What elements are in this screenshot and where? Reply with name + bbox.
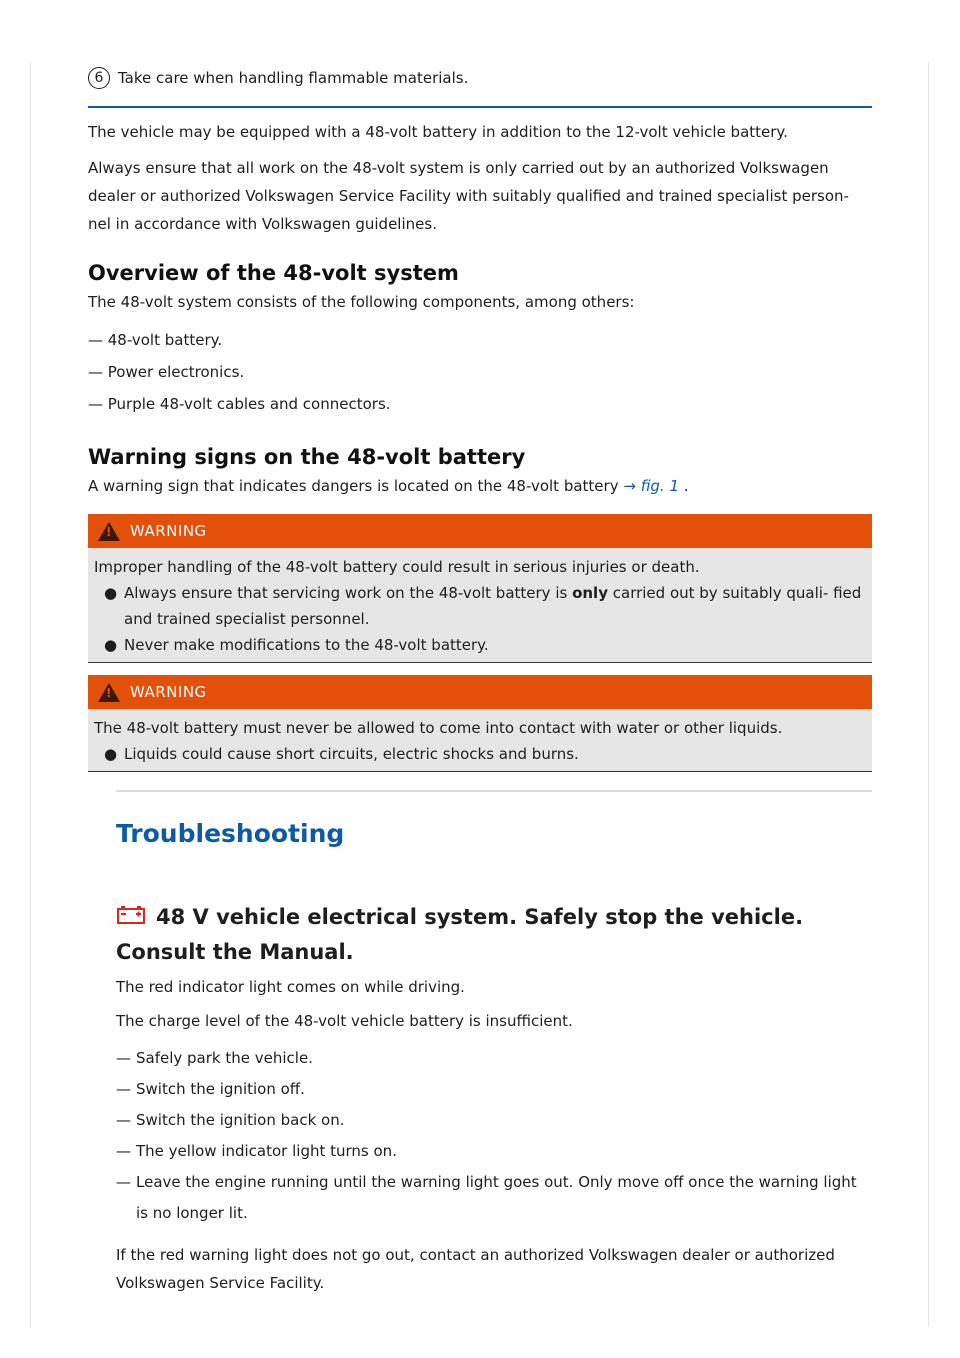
- warning-signs-lead: [88, 472, 872, 500]
- bullet-text-part: Always ensure that servicing work on the 48-volt battery is: [124, 584, 573, 602]
- troubleshooting-title: Troubleshooting: [116, 819, 345, 848]
- warning-header: [88, 514, 872, 548]
- dash-marker: —: [116, 1173, 131, 1191]
- note-number: 6: [88, 67, 110, 89]
- dash-marker: —: [116, 1049, 131, 1067]
- warning-text: The 48-volt battery must never be allowed to come into contact with water or other liquids.: [94, 719, 783, 737]
- section-divider: [116, 790, 872, 792]
- battery-icon: [116, 901, 146, 935]
- bullet-text: Liquids could cause short circuits, electric shocks and burns.: [124, 745, 579, 763]
- step-text: Switch the ignition back on.: [136, 1111, 345, 1129]
- list-item: [116, 1105, 872, 1136]
- page-content: [88, 62, 872, 1297]
- bullet-icon: ●: [104, 745, 118, 763]
- list-item: — Purple 48-volt cables and connectors.: [88, 395, 391, 413]
- dash-marker: —: [116, 1142, 131, 1160]
- battery-warning-heading: [116, 900, 872, 969]
- warning-box-2: [88, 675, 872, 772]
- list-item: [116, 1043, 872, 1074]
- warning-bullet: [94, 632, 866, 658]
- dash-marker: —: [116, 1111, 131, 1129]
- step-text: Leave the engine running until the warning light goes out. Only move off once the warning light is no longer lit.: [136, 1173, 857, 1222]
- indicator-paragraph: The red indicator light comes on while driving.: [116, 978, 465, 996]
- bullet-text-emphasis: only: [572, 584, 608, 602]
- warning-signs-text: A warning sign that indicates dangers is located on the 48-volt battery: [88, 477, 619, 495]
- overview-lead: The 48-volt system consists of the following components, among others:: [88, 293, 635, 311]
- bullet-icon: ●: [104, 584, 118, 602]
- bullet-text: Never make modifications to the 48-volt battery.: [124, 636, 489, 654]
- overview-heading: Overview of the 48-volt system: [88, 261, 459, 285]
- warning-header: [88, 675, 872, 709]
- warning-bullet: [94, 741, 866, 767]
- bullet-icon: ●: [104, 636, 118, 654]
- bullet-text: [124, 580, 866, 632]
- warning-box-1: [88, 514, 872, 663]
- page-margin-rule-left: [30, 62, 31, 1327]
- warning-bullet: [94, 580, 866, 632]
- warning-body: [88, 709, 872, 771]
- step-text: Switch the ignition off.: [136, 1080, 305, 1098]
- final-paragraph: If the red warning light does not go out, contact an authorized Volkswagen dealer or authorized Volkswagen Service Facility.: [116, 1246, 835, 1292]
- warning-signs-tail: .: [683, 477, 689, 495]
- list-item: [116, 1136, 872, 1167]
- warning-triangle-icon: [98, 683, 120, 702]
- troubleshooting-body: [116, 973, 872, 1297]
- charge-paragraph: The charge level of the 48-volt vehicle battery is insufficient.: [116, 1012, 573, 1030]
- steps-list: [116, 1043, 872, 1229]
- component-list: [88, 324, 872, 420]
- list-item: [116, 1074, 872, 1105]
- page-margin-rule-right: [928, 62, 929, 1327]
- note-item: [88, 62, 872, 94]
- list-item: — Power electronics.: [88, 363, 245, 381]
- warning-label: WARNING: [130, 683, 207, 701]
- warning-label: WARNING: [130, 522, 207, 540]
- battery-warning-heading-text: 48 V vehicle electrical system. Safely stop the vehicle. Consult the Manual.: [116, 905, 804, 964]
- warning-signs-heading: Warning signs on the 48-volt battery: [88, 445, 526, 469]
- note-text: Take care when handling flammable materials.: [118, 69, 469, 87]
- bullet-text-part: carried out by suitably quali- fied and trained specialist personnel.: [124, 584, 862, 628]
- warning-body: [88, 548, 872, 662]
- intro-paragraph-2: Always ensure that all work on the 48-volt system is only carried out by an authorized Volkswagen dealer or authorized Volkswagen Service Facility with suitably qualified and trained specialist person- nel in accordance with Volkswagen guidelines.: [88, 159, 849, 233]
- figure-reference-link[interactable]: → fig. 1: [623, 477, 679, 495]
- step-text: The yellow indicator light turns on.: [136, 1142, 397, 1160]
- list-item: [116, 1167, 872, 1229]
- warning-triangle-icon: [98, 522, 120, 541]
- warning-text: Improper handling of the 48-volt battery could result in serious injuries or death.: [94, 558, 700, 576]
- dash-marker: —: [116, 1080, 131, 1098]
- intro-paragraph-1: The vehicle may be equipped with a 48-volt battery in addition to the 12-volt vehicle battery.: [88, 123, 788, 141]
- step-text: Safely park the vehicle.: [136, 1049, 313, 1067]
- section-divider: [88, 106, 872, 108]
- list-item: — 48-volt battery.: [88, 331, 223, 349]
